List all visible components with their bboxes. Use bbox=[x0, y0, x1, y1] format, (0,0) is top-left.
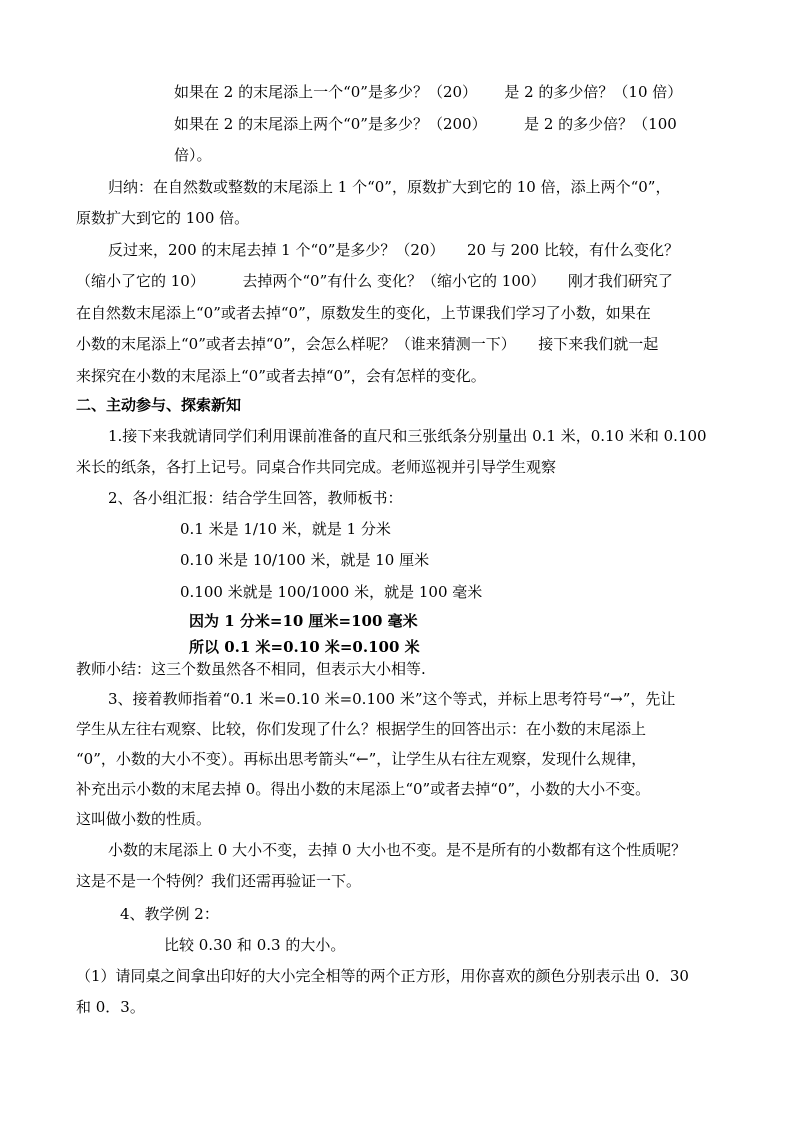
teacher-summary: 教师小结：这三个数虽然各不相同，但表示大小相等. bbox=[76, 660, 426, 678]
reverse-paragraph-line-1: 反过来，200 的末尾去掉 1 个“0”是多少？（20） 20 与 200 比较，有什么变化？ bbox=[108, 241, 679, 259]
step-3-line-3: “0”，小数的大小不变）。再标出思考箭头“←”，让学生从右往左观察，发现什么规律， bbox=[76, 750, 647, 768]
therefore-statement: 所以 0.1 米=0.10 米=0.100 米 bbox=[189, 638, 420, 656]
step-3-line-2: 学生从左往右观察、比较，你们发现了什么？根据学生的回答出示：在小数的末尾添上 bbox=[76, 720, 647, 738]
intro-question-2: 如果在 2 的末尾添上两个“0”是多少？（200） 是 2 的多少倍？（100 bbox=[174, 115, 677, 133]
summary-paragraph-line-2: 原数扩大到它的 100 倍。 bbox=[76, 209, 250, 227]
board-line-2: 0.10 米是 10/100 米，就是 10 厘米 bbox=[180, 551, 430, 569]
step-2: 2、各小组汇报：结合学生回答，教师板书： bbox=[108, 489, 403, 507]
step-3-line-5: 这叫做小数的性质。 bbox=[76, 810, 212, 828]
because-statement: 因为 1 分米=10 厘米=100 毫米 bbox=[189, 612, 418, 630]
task-1-line-2: 和 0．3。 bbox=[76, 998, 145, 1016]
step-1-line-1: 1.接下来我就请同学们利用课前准备的直尺和三张纸条分别量出 0.1 米，0.10 米和 0.100 bbox=[108, 427, 707, 445]
step-3-line-4: 补充出示小数的末尾去掉 0。得出小数的末尾添上“0”或者去掉“0”，小数的大小不变。 bbox=[76, 780, 651, 798]
reverse-paragraph-line-5: 来探究在小数的末尾添上“0”或者去掉“0”，会有怎样的变化。 bbox=[76, 367, 486, 385]
step-3-line-1: 3、接着教师指着“0.1 米=0.10 米=0.100 米”这个等式，并标上思考符号“→”，先让 bbox=[108, 690, 676, 708]
property-line-2: 这是不是一个特例？我们还需再验证一下。 bbox=[76, 872, 362, 890]
reverse-paragraph-line-4: 小数的末尾添上“0”或者去掉“0”，会怎么样呢？（谁来猜测一下） 接下来我们就一起 bbox=[76, 335, 659, 353]
intro-question-1: 如果在 2 的末尾添上一个“0”是多少？（20） 是 2 的多少倍？（10 倍） bbox=[174, 83, 683, 101]
step-1-line-2: 米长的纸条，各打上记号。同桌合作共同完成。老师巡视并引导学生观察 bbox=[76, 458, 557, 476]
intro-question-2-continued: 倍）。 bbox=[174, 146, 212, 164]
property-line-1: 小数的末尾添上 0 大小不变，去掉 0 大小也不变。是不是所有的小数都有这个性质呢？ bbox=[108, 841, 687, 859]
board-line-1: 0.1 米是 1/10 米，就是 1 分米 bbox=[180, 520, 391, 538]
reverse-paragraph-line-2: （缩小了它的 10） 去掉两个“0”有什么 变化？（缩小它的 100） 刚才我们研究了 bbox=[76, 272, 673, 290]
example-2: 比较 0.30 和 0.3 的大小。 bbox=[164, 936, 346, 954]
summary-paragraph-line-1: 归纳：在自然数或整数的末尾添上 1 个“0”，原数扩大到它的 10 倍，添上两个“0”， bbox=[108, 178, 671, 196]
step-4: 4、教学例 2： bbox=[120, 905, 219, 923]
task-1-line-1: （1）请同桌之间拿出印好的大小完全相等的两个正方形，用你喜欢的颜色分别表示出 0．30 bbox=[76, 967, 689, 985]
board-line-3: 0.100 米就是 100/1000 米，就是 100 毫米 bbox=[180, 583, 483, 601]
reverse-paragraph-line-3: 在自然数末尾添上“0”或者去掉“0”，原数发生的变化，上节课我们学习了小数，如果在 bbox=[76, 304, 651, 322]
section-2-heading: 二、主动参与、探索新知 bbox=[76, 396, 242, 414]
